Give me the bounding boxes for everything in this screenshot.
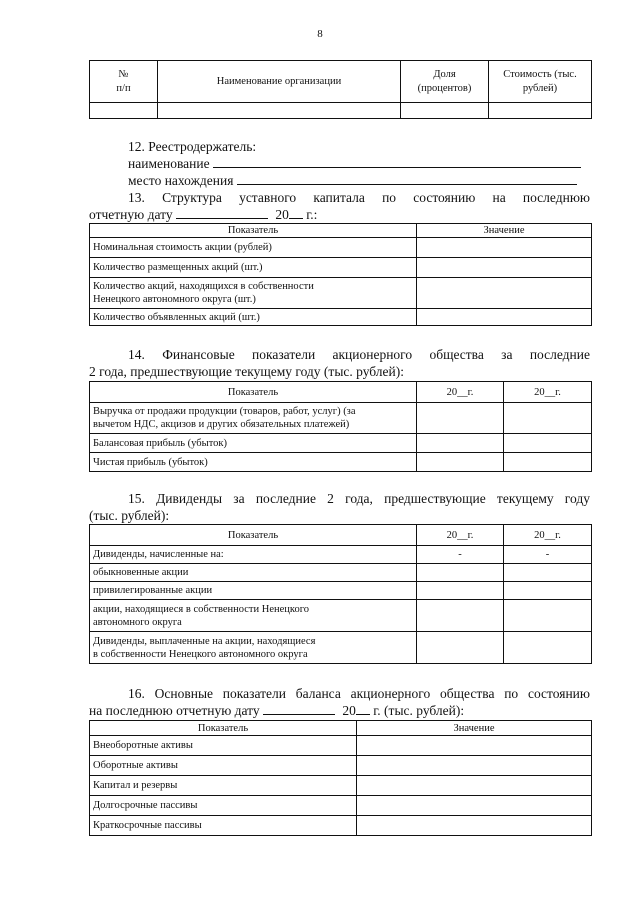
table-row [90, 816, 592, 836]
row-label: Номинальная стоимость акции (рублей) [90, 238, 417, 258]
col-number: № п/п [90, 61, 158, 103]
organizations-table [89, 60, 592, 119]
row-label: Количество объявленных акций (шт.) [90, 309, 417, 326]
table-row [90, 546, 592, 564]
col-year-2: 20__г. [504, 382, 592, 403]
s16-date-suffix: г. (тыс. рублей): [373, 703, 465, 718]
section-13-line1 [128, 189, 590, 206]
table-row [90, 258, 592, 278]
s13-date-label: отчетную дату [89, 207, 173, 222]
col-share: Доля (процентов) [401, 61, 489, 103]
s13-date-suffix: г.: [306, 207, 318, 222]
s13-word: на [492, 190, 506, 205]
col-year-1: 20__г. [417, 525, 504, 546]
table-row [90, 103, 592, 119]
row-label: обыкновенные акции [90, 564, 417, 582]
registrar-location-line [128, 172, 590, 189]
col-year-1: 20__г. [417, 382, 504, 403]
table-row [90, 736, 592, 756]
row-label: привилегированные акции [90, 582, 417, 600]
row-label: Чистая прибыль (убыток) [90, 453, 417, 472]
registrar-location-label: место нахождения [128, 173, 234, 188]
s13-year-blank [289, 206, 303, 219]
s16-date-label: на последнюю отчетную дату [89, 703, 260, 718]
table-row [90, 796, 592, 816]
page-number: 8 [317, 28, 323, 40]
cell-value: - [504, 546, 592, 564]
row-label: Количество размещенных акций (шт.) [90, 258, 417, 278]
row-label: Балансовая прибыль (убыток) [90, 434, 417, 453]
capital-structure-table [89, 223, 592, 326]
cell-value: - [417, 546, 504, 564]
row-label: Оборотные активы [90, 756, 357, 776]
col-indicator: Показатель [90, 382, 417, 403]
balance-indicators-table [89, 720, 592, 836]
table-row [90, 238, 592, 258]
row-label: Капитал и резервы [90, 776, 357, 796]
s13-word: состоянию [413, 190, 476, 205]
row-label: Выручка от продажи продукции (товаров, работ, услуг) (за вычетом НДС, акцизов и других обязательных платежей) [90, 403, 417, 434]
section-14-line2: 2 года, предшествующие текущему году (тыс. рублей): [89, 364, 405, 379]
row-label: Долгосрочные пассивы [90, 796, 357, 816]
s13-word: последнюю [522, 190, 590, 205]
row-label: Дивиденды, выплаченные на акции, находящиеся в собственности Ненецкого автономного округа [90, 632, 417, 664]
table-row [90, 434, 592, 453]
section-15-line1: 15. Дивиденды за последние 2 года, предшествующие текущему году [128, 491, 590, 506]
s13-date-blank [176, 206, 268, 219]
s13-word: Структура [162, 190, 222, 205]
financial-indicators-table [89, 381, 592, 472]
section-13-line2 [89, 206, 317, 223]
s13-word: капитала [313, 190, 365, 205]
col-indicator: Показатель [90, 525, 417, 546]
row-label: акции, находящиеся в собственности Ненецкого автономного округа [90, 600, 417, 632]
section-14-line1: 14. Финансовые показатели акционерного общества за последние [128, 347, 590, 362]
table-row [90, 582, 592, 600]
table-row [90, 756, 592, 776]
registrar-name-line [128, 155, 590, 172]
registrar-name-label: наименование [128, 156, 210, 171]
col-value: Значение [357, 721, 592, 736]
col-value: Значение [417, 224, 592, 238]
row-label: Дивиденды, начисленные на: [90, 546, 417, 564]
table-row [90, 776, 592, 796]
table-row [90, 600, 592, 632]
row-label: Количество акций, находящихся в собственности Ненецкого автономного округа (шт.) [90, 278, 417, 309]
section-16-line1: 16. Основные показатели баланса акционерного общества по состоянию [128, 686, 590, 701]
dividends-table [89, 524, 592, 664]
table-row [90, 453, 592, 472]
s16-year-blank [356, 702, 370, 715]
registrar-location-blank [237, 172, 577, 185]
s13-word: 13. [128, 190, 145, 205]
s16-year-prefix: 20 [342, 703, 356, 718]
s13-word: уставного [239, 190, 297, 205]
s16-date-blank [263, 702, 335, 715]
s13-year-prefix: 20 [275, 207, 289, 222]
table-row [90, 403, 592, 434]
row-label: Внеоборотные активы [90, 736, 357, 756]
section-12-title: 12. Реестродержатель: [128, 139, 257, 154]
col-year-2: 20__г. [504, 525, 592, 546]
col-value: Стоимость (тыс. рублей) [489, 61, 592, 103]
s13-word: по [382, 190, 397, 205]
col-indicator: Показатель [90, 721, 357, 736]
table-row [90, 278, 592, 309]
col-indicator: Показатель [90, 224, 417, 238]
registrar-name-blank [213, 155, 581, 168]
table-row [90, 564, 592, 582]
table-row [90, 632, 592, 664]
section-16-line2 [89, 702, 464, 719]
section-15-line2: (тыс. рублей): [89, 508, 170, 523]
table-row [90, 309, 592, 326]
col-org-name: Наименование организации [158, 61, 401, 103]
row-label: Краткосрочные пассивы [90, 816, 357, 836]
